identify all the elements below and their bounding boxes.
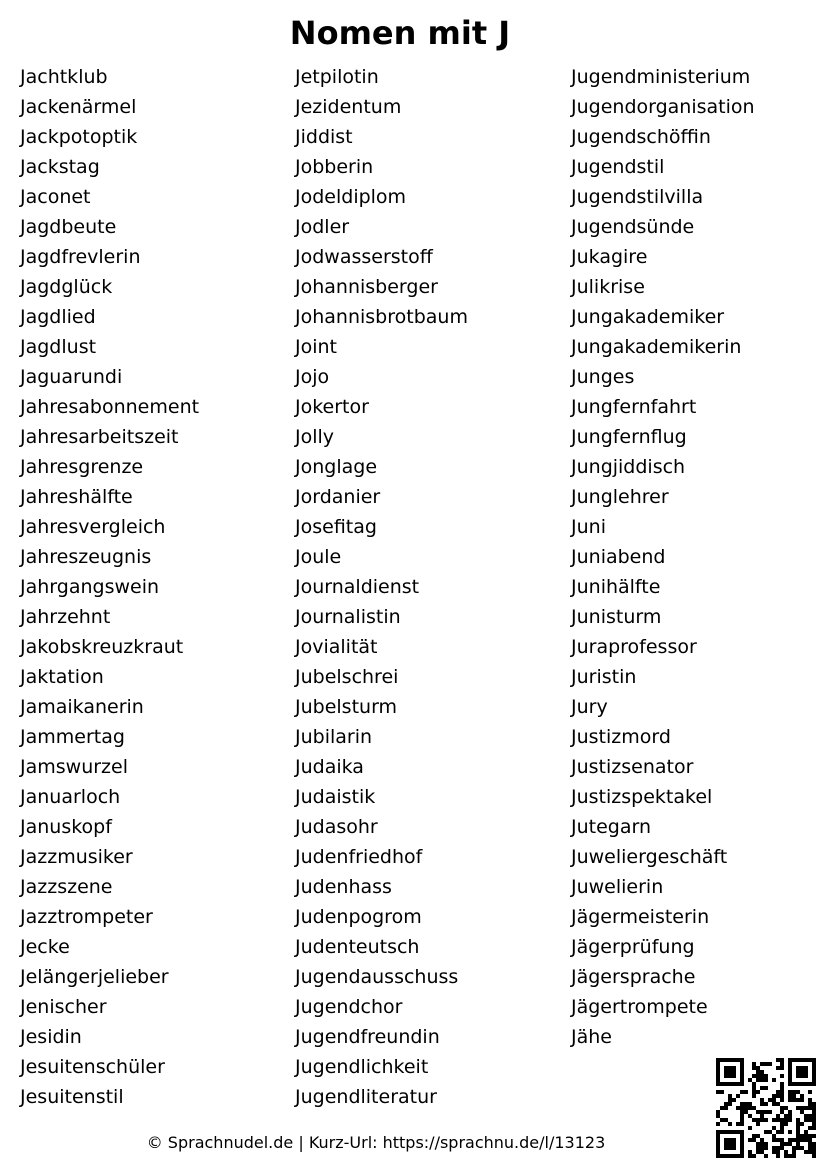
- noun-entry: Jodwasserstoff: [295, 246, 433, 268]
- word-column-1: [20, 62, 199, 1112]
- noun-entry: Johannisberger: [295, 276, 438, 298]
- noun-entry: Juni: [571, 516, 606, 538]
- noun-entry: Jungfernflug: [571, 426, 687, 448]
- noun-entry: Judenteutsch: [295, 936, 420, 958]
- noun-entry: Junges: [571, 366, 635, 388]
- noun-entry: Jakobskreuzkraut: [20, 636, 184, 658]
- noun-entry: Judenfriedhof: [295, 846, 423, 868]
- noun-entry: Jugendstil: [571, 156, 665, 178]
- noun-entry: Jubelschrei: [295, 666, 399, 688]
- noun-entry: Judenpogrom: [295, 906, 422, 928]
- page-title: Nomen mit J: [289, 14, 511, 52]
- noun-entry: Jonglage: [295, 456, 378, 478]
- word-column-2: [295, 62, 468, 1112]
- noun-entry: Juniabend: [571, 546, 666, 568]
- noun-entry: Jugendausschuss: [295, 966, 459, 988]
- noun-entry: Jodeldiplom: [295, 186, 407, 208]
- noun-entry: Judaika: [295, 756, 364, 778]
- noun-entry: Jagdfrevlerin: [20, 246, 141, 268]
- noun-entry: Jetpilotin: [295, 66, 379, 88]
- noun-entry: Justizsenator: [571, 756, 694, 778]
- noun-entry: Jokertor: [295, 396, 369, 418]
- noun-entry: Januarloch: [20, 786, 121, 808]
- word-column-3: [571, 62, 755, 1052]
- noun-entry: Judenhass: [295, 876, 392, 898]
- noun-entry: Jesuitenschüler: [20, 1056, 165, 1078]
- noun-entry: Junglehrer: [571, 486, 669, 508]
- noun-entry: Jackstag: [20, 156, 100, 178]
- noun-entry: Jobberin: [295, 156, 374, 178]
- noun-entry: Jaconet: [20, 186, 91, 208]
- noun-entry: Jähe: [571, 1026, 612, 1048]
- noun-entry: Journalistin: [295, 606, 401, 628]
- qr-code-icon[interactable]: [716, 1058, 816, 1158]
- noun-entry: Jutegarn: [571, 816, 652, 838]
- noun-entry: Juraprofessor: [571, 636, 697, 658]
- noun-entry: Judasohr: [295, 816, 378, 838]
- noun-entry: Jagdglück: [20, 276, 113, 298]
- noun-entry: Jägertrompete: [571, 996, 708, 1018]
- noun-entry: Jungakademiker: [571, 306, 725, 328]
- noun-entry: Jukagire: [571, 246, 648, 268]
- noun-entry: Jenischer: [20, 996, 107, 1018]
- noun-entry: Jugendstilvilla: [571, 186, 704, 208]
- noun-entry: Juristin: [571, 666, 637, 688]
- noun-entry: Jahresarbeitszeit: [20, 426, 179, 448]
- noun-entry: Jugendliteratur: [295, 1086, 437, 1108]
- noun-entry: Jubelsturm: [295, 696, 398, 718]
- noun-entry: Jahrzehnt: [20, 606, 111, 628]
- noun-entry: Jägerprüfung: [571, 936, 695, 958]
- noun-entry: Justizspektakel: [571, 786, 713, 808]
- noun-entry: Jammertag: [20, 726, 125, 748]
- noun-entry: Januskopf: [20, 816, 112, 838]
- noun-entry: Jackpotoptik: [20, 126, 138, 148]
- noun-entry: Jungakademikerin: [571, 336, 742, 358]
- noun-entry: Jecke: [20, 936, 70, 958]
- noun-entry: Jagdlust: [20, 336, 97, 358]
- footer-credit[interactable]: © Sprachnudel.de | Kurz-Url: https://sprachnu.de/l/13123: [146, 1133, 606, 1152]
- noun-entry: Jovialität: [295, 636, 378, 658]
- noun-entry: Jolly: [295, 426, 335, 448]
- noun-entry: Jugendsünde: [571, 216, 695, 238]
- noun-entry: Jazzszene: [20, 876, 113, 898]
- noun-entry: Juwelierin: [571, 876, 664, 898]
- noun-entry: Jesidin: [20, 1026, 82, 1048]
- noun-entry: Jubilarin: [295, 726, 373, 748]
- noun-entry: Jazztrompeter: [20, 906, 153, 928]
- noun-entry: Jagdbeute: [20, 216, 117, 238]
- noun-entry: Jezidentum: [295, 96, 402, 118]
- noun-entry: Juweliergeschäft: [571, 846, 728, 868]
- noun-entry: Jahresvergleich: [20, 516, 166, 538]
- noun-entry: Jungfernfahrt: [571, 396, 697, 418]
- noun-entry: Jury: [571, 696, 608, 718]
- noun-entry: Jugendchor: [295, 996, 403, 1018]
- noun-entry: Jugendorganisation: [571, 96, 755, 118]
- noun-entry: Jahreshälfte: [20, 486, 133, 508]
- noun-entry: Jahresabonnement: [20, 396, 200, 418]
- noun-entry: Jachtklub: [20, 66, 108, 88]
- noun-entry: Justizmord: [571, 726, 671, 748]
- noun-entry: Jagdlied: [20, 306, 96, 328]
- noun-entry: Jahreszeugnis: [20, 546, 152, 568]
- noun-entry: Jesuitenstil: [20, 1086, 124, 1108]
- noun-entry: Judaistik: [295, 786, 376, 808]
- noun-entry: Jiddist: [295, 126, 353, 148]
- noun-entry: Jazzmusiker: [20, 846, 133, 868]
- noun-entry: Joule: [295, 546, 342, 568]
- noun-entry: Jamaikanerin: [20, 696, 144, 718]
- noun-entry: Journaldienst: [295, 576, 420, 598]
- noun-entry: Junisturm: [571, 606, 662, 628]
- noun-entry: Jugendministerium: [571, 66, 751, 88]
- noun-entry: Jägermeisterin: [571, 906, 710, 928]
- noun-entry: Jackenärmel: [20, 96, 137, 118]
- noun-entry: Jojo: [295, 366, 330, 388]
- noun-entry: Jägersprache: [571, 966, 696, 988]
- noun-entry: Jahrgangswein: [20, 576, 160, 598]
- noun-entry: Jugendfreundin: [295, 1026, 440, 1048]
- noun-entry: Jamswurzel: [20, 756, 128, 778]
- noun-entry: Jaktation: [20, 666, 104, 688]
- noun-entry: Jungjiddisch: [571, 456, 686, 478]
- noun-entry: Joint: [295, 336, 337, 358]
- noun-entry: Johannisbrotbaum: [295, 306, 468, 328]
- noun-entry: Jugendschöffin: [571, 126, 711, 148]
- noun-entry: Junihälfte: [571, 576, 661, 598]
- noun-entry: Julikrise: [571, 276, 645, 298]
- noun-entry: Jodler: [295, 216, 350, 238]
- noun-entry: Jordanier: [295, 486, 381, 508]
- noun-entry: Jahresgrenze: [20, 456, 144, 478]
- noun-entry: Jelängerjelieber: [20, 966, 169, 988]
- noun-entry: Jaguarundi: [20, 366, 123, 388]
- noun-entry: Jugendlichkeit: [295, 1056, 429, 1078]
- noun-entry: Josefitag: [295, 516, 377, 538]
